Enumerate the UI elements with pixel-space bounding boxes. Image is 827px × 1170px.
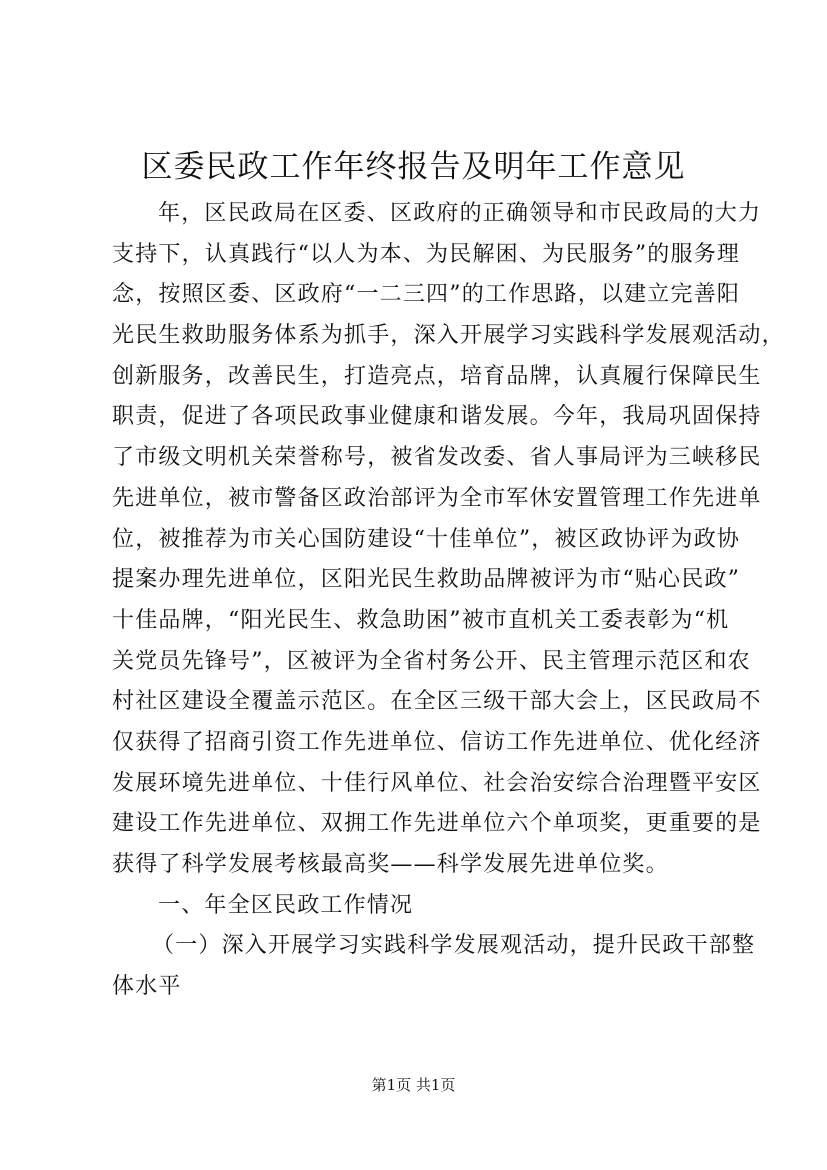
page-footer: 第1页 共1页 — [371, 1076, 456, 1094]
subsection-heading-continued: 体水平 — [112, 974, 182, 1000]
document-title: 区委民政工作年终报告及明年工作意见 — [141, 149, 686, 185]
paragraph-line: 创新服务，改善民生，打造亮点，培育品牌，认真履行保障民生 — [112, 363, 762, 389]
paragraph-line: 了市级文明机关荣誉称号，被省发改委、省人事局评为三峡移民 — [112, 445, 762, 471]
paragraph-line: 年，区民政局在区委、区政府的正确领导和市民政局的大力 — [158, 201, 762, 226]
paragraph-line: 提案办理先进单位，区阳光民生救助品牌被评为市“贴心民政” — [112, 567, 741, 593]
paragraph-line: 仅获得了招商引资工作先进单位、信访工作先进单位、优化经济 — [112, 729, 762, 755]
paragraph-line: 光民生救助服务体系为抓手，深入开展学习实践科学发展观活动， — [112, 323, 785, 349]
paragraph-line: 村社区建设全覆盖示范区。在全区三级干部大会上，区民政局不 — [112, 689, 762, 715]
paragraph-line: 念，按照区委、区政府“一二三四”的工作思路，以建立完善阳 — [112, 282, 741, 308]
paragraph-line: 支持下，认真践行“以人为本、为民解困、为民服务”的服务理 — [112, 241, 741, 267]
paragraph-line: 获得了科学发展考核最高奖——科学发展先进单位奖。 — [112, 852, 669, 877]
paragraph-line: 发展环境先进单位、十佳行风单位、社会治安综合治理暨平安区 — [112, 770, 762, 796]
paragraph-line: 职责，促进了各项民政事业健康和谐发展。今年，我局巩固保持 — [112, 404, 762, 430]
paragraph-line: 先进单位，被市警备区政治部评为全市军休安置管理工作先进单 — [112, 485, 762, 511]
paragraph-line: 位，被推荐为市关心国防建设“十佳单位”，被区政协评为政协 — [112, 526, 741, 552]
paragraph-line: 十佳品牌，“阳光民生、救急助困”被市直机关工委表彰为“机 — [112, 607, 730, 633]
paragraph-line: 建设工作先进单位、双拥工作先进单位六个单项奖，更重要的是 — [112, 811, 762, 837]
section-heading: 一、年全区民政工作情况 — [158, 892, 414, 918]
subsection-heading: （一）深入开展学习实践科学发展观活动，提升民政干部整 — [152, 933, 756, 959]
document-body — [112, 194, 785, 1008]
paragraph-line: 关党员先锋号”，区被评为全省村务公开、民主管理示范区和农 — [112, 648, 751, 674]
